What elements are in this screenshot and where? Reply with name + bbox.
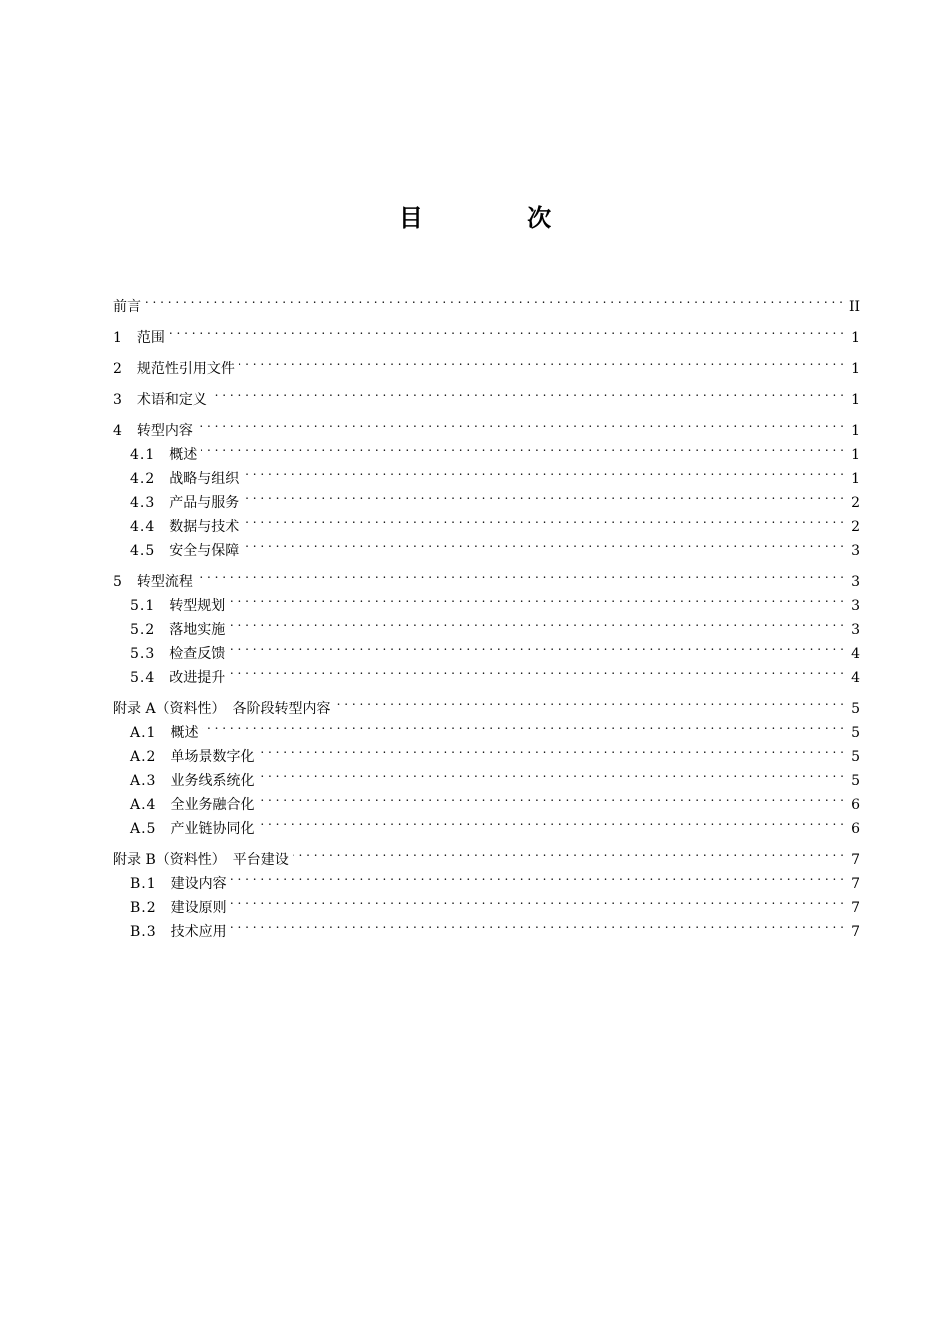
page-title: 目 次 xyxy=(398,204,600,232)
toc-entry-text: 安全与保障 xyxy=(169,543,240,559)
toc-entry-text: 范围 xyxy=(136,330,165,346)
toc-entry-number: 4.3 xyxy=(130,495,156,511)
toc-page-number: 7 xyxy=(851,852,860,868)
toc-dot-leader xyxy=(197,562,844,586)
toc-page-number: 1 xyxy=(851,423,860,439)
toc-page-number: 3 xyxy=(851,622,860,638)
toc-entry-text: 产品与服务 xyxy=(169,495,240,511)
toc-page-number: 1 xyxy=(851,471,860,487)
toc-dot-leader xyxy=(202,713,844,737)
toc-entry-number: B.3 xyxy=(130,924,157,940)
toc-entry-number: 1 xyxy=(113,330,123,346)
toc-entry-text: 落地实施 xyxy=(169,622,226,638)
toc-dot-leader xyxy=(243,531,844,555)
table-of-contents xyxy=(113,287,860,940)
toc-entry-a-2[interactable] xyxy=(113,737,860,765)
toc-entry-text: 检查反馈 xyxy=(169,646,226,662)
toc-entry-text: 前言 xyxy=(113,299,141,315)
toc-dot-leader xyxy=(229,658,844,682)
toc-entry-text: 概述 xyxy=(170,725,199,741)
toc-page-number: 7 xyxy=(851,900,860,916)
toc-entry-number: A.5 xyxy=(130,821,157,837)
toc-page-number: II xyxy=(848,299,860,315)
toc-entry-number: 5.3 xyxy=(130,646,156,662)
toc-entry-number: 4.5 xyxy=(130,543,156,559)
toc-page-number: 1 xyxy=(851,447,860,463)
toc-entry-text: 附录 A（资料性） 各阶段转型内容 xyxy=(113,701,331,717)
toc-dot-leader xyxy=(145,287,843,311)
toc-dot-leader xyxy=(258,761,844,785)
toc-entry-text: 全业务融合化 xyxy=(170,797,255,813)
toc-page-number: 6 xyxy=(851,821,860,837)
toc-entry-number: A.3 xyxy=(130,773,157,789)
toc-entry-number: 4.2 xyxy=(130,471,156,487)
toc-entry-text: 技术应用 xyxy=(170,924,227,940)
toc-page-number: 1 xyxy=(851,330,860,346)
toc-page-number: 1 xyxy=(851,361,860,377)
toc-entry-text: 转型内容 xyxy=(136,423,193,439)
toc-page-number: 4 xyxy=(851,670,860,686)
toc-entry-number: 3 xyxy=(113,392,123,408)
toc-dot-leader xyxy=(229,586,844,610)
toc-page-number: 5 xyxy=(851,701,860,717)
toc-entry-2[interactable] xyxy=(113,342,860,377)
toc-entry-4-2[interactable] xyxy=(113,459,860,487)
toc-entry-foreword[interactable] xyxy=(113,287,860,315)
toc-page-number: 5 xyxy=(851,749,860,765)
toc-dot-leader xyxy=(211,380,844,404)
toc-entry-text: 数据与技术 xyxy=(169,519,240,535)
toc-entry-number: B.2 xyxy=(130,900,157,916)
toc-entry-text: 规范性引用文件 xyxy=(136,361,235,377)
toc-entry-text: 改进提升 xyxy=(169,670,226,686)
toc-entry-number: A.4 xyxy=(130,797,157,813)
toc-dot-leader xyxy=(258,785,844,809)
toc-entry-4-1[interactable] xyxy=(113,435,860,463)
toc-page-number: 2 xyxy=(851,519,860,535)
toc-dot-leader xyxy=(258,809,844,833)
toc-dot-leader xyxy=(335,689,844,713)
toc-entry-text: 概述 xyxy=(169,447,198,463)
toc-page-number: 6 xyxy=(851,797,860,813)
toc-entry-number: B.1 xyxy=(130,876,157,892)
toc-dot-leader xyxy=(229,634,844,658)
toc-entry-4[interactable] xyxy=(113,404,860,439)
toc-entry-text: 附录 B（资料性） 平台建设 xyxy=(113,852,289,868)
toc-entry-1[interactable] xyxy=(113,311,860,346)
toc-entry-text: 建设原则 xyxy=(170,900,227,916)
toc-entry-text: 业务线系统化 xyxy=(170,773,255,789)
toc-dot-leader xyxy=(243,507,844,531)
toc-dot-leader xyxy=(231,912,844,936)
toc-entry-text: 产业链协同化 xyxy=(170,821,255,837)
toc-entry-text: 转型流程 xyxy=(136,574,193,590)
toc-entry-number: A.2 xyxy=(130,749,157,765)
toc-dot-leader xyxy=(169,318,844,342)
toc-page-number: 3 xyxy=(851,543,860,559)
toc-page-number: 3 xyxy=(851,574,860,590)
toc-entry-number: 5.4 xyxy=(130,670,156,686)
toc-entry-text: 战略与组织 xyxy=(169,471,240,487)
toc-entry-5-1[interactable] xyxy=(113,586,860,614)
toc-entry-number: 5.2 xyxy=(130,622,156,638)
toc-entry-number: 2 xyxy=(113,361,123,377)
toc-dot-leader xyxy=(239,349,844,373)
toc-dot-leader xyxy=(293,840,844,864)
toc-page-number: 3 xyxy=(851,598,860,614)
toc-entry-number: 5.1 xyxy=(130,598,156,614)
toc-page-number: 1 xyxy=(851,392,860,408)
toc-entry-number: 5 xyxy=(113,574,123,590)
toc-page-number: 7 xyxy=(851,876,860,892)
toc-dot-leader xyxy=(258,737,844,761)
toc-page-number: 7 xyxy=(851,924,860,940)
toc-page-number: 5 xyxy=(851,725,860,741)
toc-page-number: 2 xyxy=(851,495,860,511)
toc-entry-number: 4 xyxy=(113,423,123,439)
toc-dot-leader xyxy=(231,864,844,888)
toc-dot-leader xyxy=(231,888,844,912)
toc-entry-text: 术语和定义 xyxy=(136,392,207,408)
toc-dot-leader xyxy=(243,459,844,483)
toc-entry-number: A.1 xyxy=(130,725,157,741)
toc-entry-number: 4.4 xyxy=(130,519,156,535)
toc-page-number: 5 xyxy=(851,773,860,789)
toc-entry-a-1[interactable] xyxy=(113,713,860,741)
toc-entry-text: 转型规划 xyxy=(169,598,226,614)
toc-dot-leader xyxy=(197,411,844,435)
toc-dot-leader xyxy=(229,610,844,634)
toc-entry-text: 单场景数字化 xyxy=(170,749,255,765)
toc-dot-leader xyxy=(201,435,844,459)
toc-dot-leader xyxy=(243,483,844,507)
toc-entry-text: 建设内容 xyxy=(170,876,227,892)
toc-entry-number: 4.1 xyxy=(130,447,156,463)
toc-page-number: 4 xyxy=(851,646,860,662)
